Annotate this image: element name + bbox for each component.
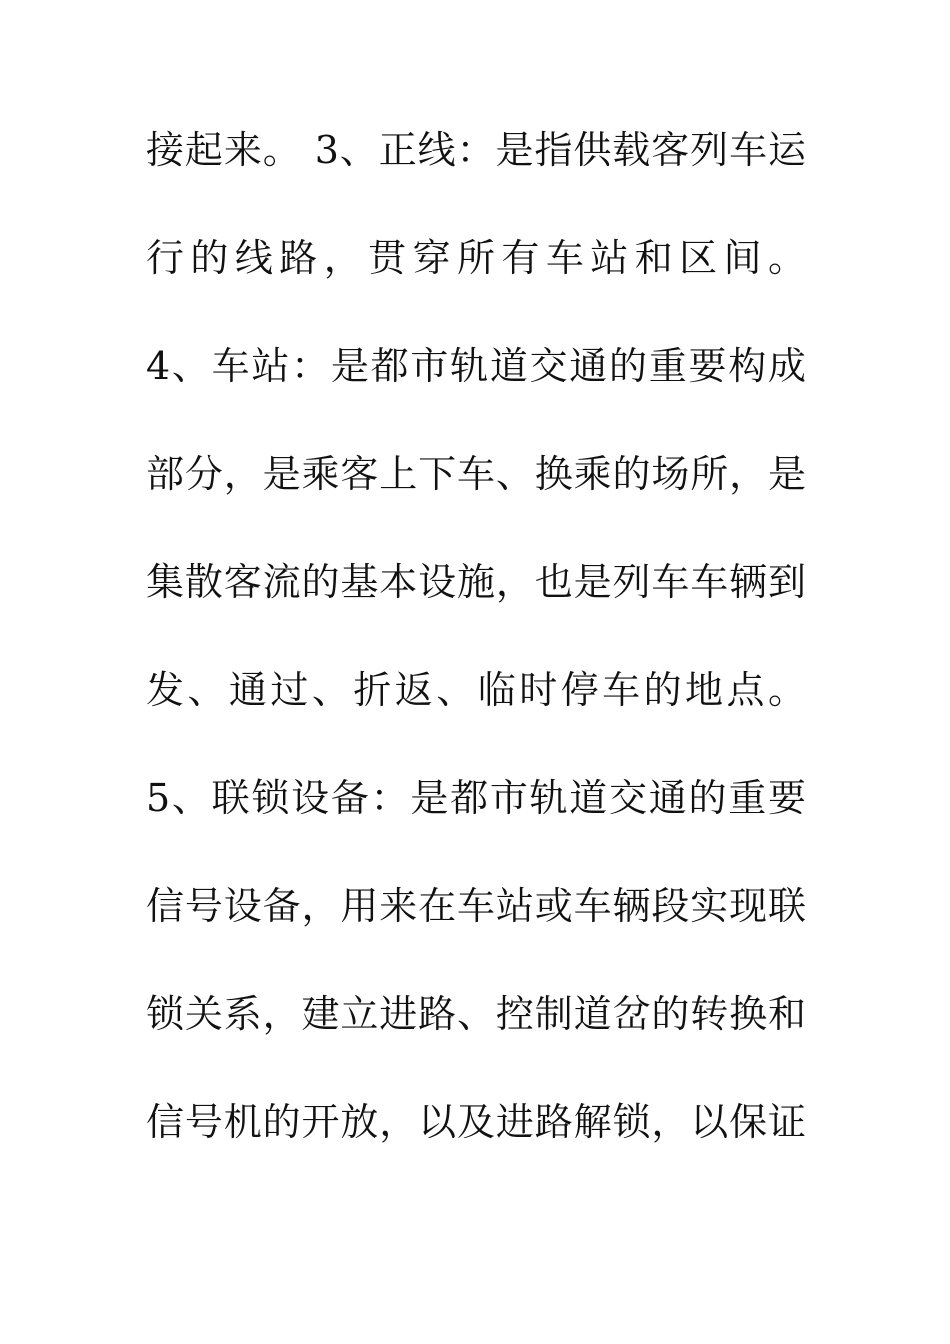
body-text <box>146 118 806 1198</box>
text-line: 部分，是乘客上下车、换乘的场所，是 <box>146 452 806 496</box>
text-line: 接起来。 3、正线：是指供载客列车运 <box>146 128 806 172</box>
text-line: 4、车站：是都市轨道交通的重要构成 <box>146 344 806 388</box>
text-line: 信号设备，用来在车站或车辆段实现联 <box>146 884 806 928</box>
text-line: 发、通过、折返、临时停车的地点。 <box>146 668 806 712</box>
text-line: 行的线路，贯穿所有车站和区间。 <box>146 236 806 280</box>
text-line: 信号机的开放，以及进路解锁，以保证 <box>146 1100 806 1144</box>
text-line: 5、联锁设备：是都市轨道交通的重要 <box>146 776 806 820</box>
text-line: 锁关系，建立进路、控制道岔的转换和 <box>146 992 806 1036</box>
text-line: 集散客流的基本设施，也是列车车辆到 <box>146 560 806 604</box>
